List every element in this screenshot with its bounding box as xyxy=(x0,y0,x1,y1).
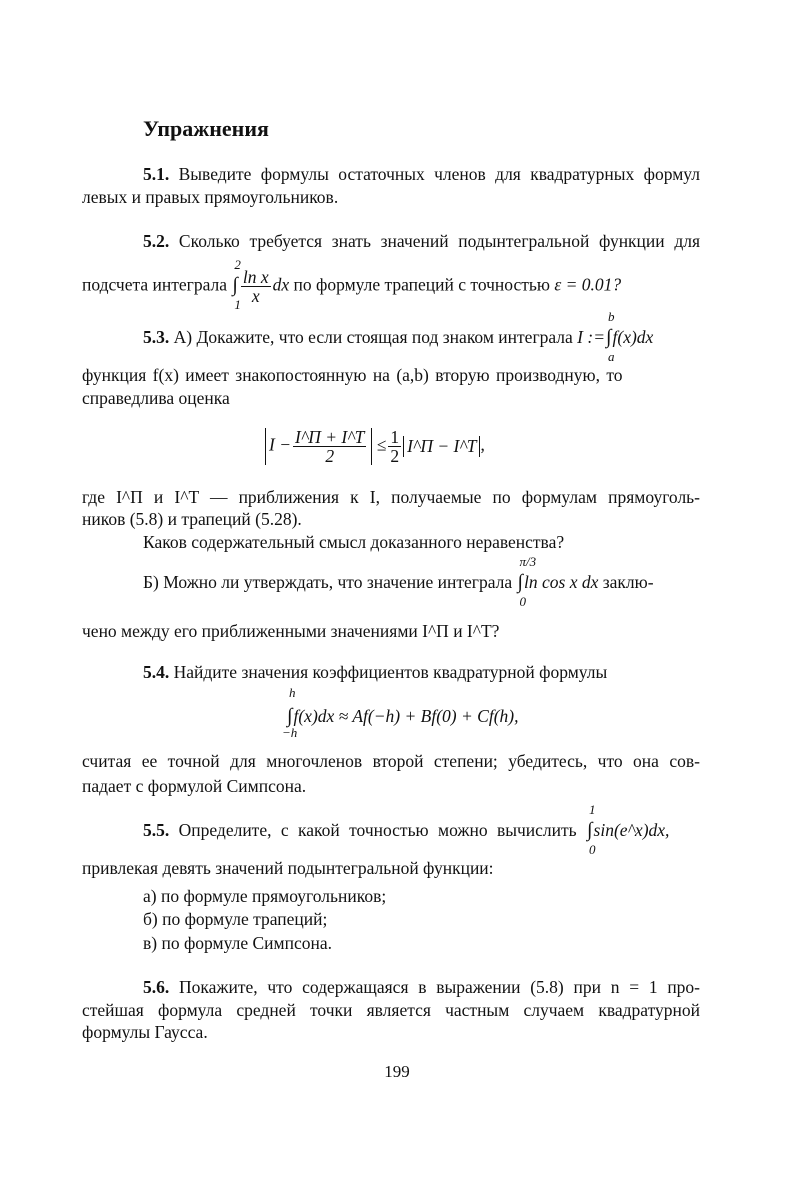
numerator: I^П + I^T xyxy=(295,427,365,447)
ex51-text: Выведите формулы остаточных членов для квадратурных формул xyxy=(178,164,700,184)
ex53-line1 xyxy=(143,309,700,364)
upper-limit: b xyxy=(608,309,615,324)
ex54-line3: падает с формулой Симпсона. xyxy=(82,776,307,796)
ex53-line5: ников (5.8) и трапеций (5.28). xyxy=(82,509,302,529)
upper-limit: π/3 xyxy=(519,554,537,569)
list-item: в) по формуле Симпсона. xyxy=(143,933,332,953)
integrand: f(x)dx xyxy=(612,327,654,347)
upper-limit: h xyxy=(289,685,296,700)
lower-limit: −h xyxy=(282,725,298,740)
list-item: б) по формуле трапеций; xyxy=(143,909,328,929)
upper-limit: 1 xyxy=(589,802,596,817)
fraction xyxy=(241,268,271,305)
integral-sign: ∫ 1 0 xyxy=(586,819,593,841)
page-number: 199 xyxy=(384,1062,410,1081)
ex54-text: Найдите значения коэффициентов квадратурной формулы xyxy=(173,662,608,682)
ex54-number: 5.4. xyxy=(143,662,170,682)
I: I − xyxy=(269,434,292,455)
ex52-line2 xyxy=(82,256,700,312)
lower-limit: a xyxy=(608,349,615,364)
integral-sign: ∫ π/3 0 xyxy=(517,571,524,593)
integrand: ln cos x dx xyxy=(524,572,599,592)
numerator: ln x xyxy=(242,267,269,287)
ex53-line6: Каков содержательный смысл доказанного неравенства? xyxy=(143,532,565,552)
ex56-line3: формулы Гаусса. xyxy=(82,1022,208,1042)
ex53-line8: чено между его приближенными значениями I^П и I^T? xyxy=(82,621,500,641)
ex53-line7 xyxy=(143,554,700,609)
ex54-line2: считая ее точной для многочленов второй степени; убедитесь, что она сов- xyxy=(82,751,700,771)
lower-limit: 0 xyxy=(589,842,596,857)
integral-sign: ∫ 2 1 xyxy=(231,274,238,296)
le-sign: ≤ xyxy=(376,434,387,455)
abs-left xyxy=(265,428,372,465)
ex56-line2: стейшая формула средней точки является частным случаем квадратурной xyxy=(82,1000,700,1020)
ex55-line1 xyxy=(143,802,700,857)
formula-body: f(x)dx ≈ Af(−h) + Bf(0) + Cf(h), xyxy=(293,706,519,726)
inequality-formula xyxy=(265,428,485,465)
ex51-number: 5.1. xyxy=(143,164,170,184)
ex54-line1 xyxy=(143,661,700,683)
ex51-line2: левых и правых прямоугольников. xyxy=(82,187,339,207)
ex52-text3: по формуле трапеций с точностью xyxy=(293,274,550,295)
ex53-number: 5.3. xyxy=(143,327,170,347)
numerator: 1 xyxy=(390,427,400,447)
ex56-number: 5.6. xyxy=(143,977,170,997)
I-def: I := xyxy=(577,327,606,347)
integral-sign: ∫ b a xyxy=(605,326,612,348)
denominator: 2 xyxy=(325,446,335,466)
list-item: а) по формуле прямоугольников; xyxy=(143,886,387,906)
denominator: 2 xyxy=(390,446,400,466)
ex52-line1 xyxy=(143,230,700,252)
hyphen-word: заклю- xyxy=(602,572,654,592)
ex53-line4: где I^П и I^T — приближения к I, получаемые по формулам прямоуголь- xyxy=(82,487,700,507)
ex56-line1 xyxy=(143,976,700,998)
ex55-line2: привлекая девять значений подынтегральной функции: xyxy=(82,858,494,878)
abs-right: I^П − I^T xyxy=(403,436,480,457)
ex52-text: Сколько требуется знать значений подынтегральной функции для xyxy=(178,231,701,251)
ex53-part-b: Б) Можно ли утверждать, что значение интеграла xyxy=(143,572,513,592)
lower-limit: 1 xyxy=(234,296,241,312)
upper-limit: 2 xyxy=(234,256,241,272)
section-title: Упражнения xyxy=(143,116,269,141)
integrand: sin(e^x)dx, xyxy=(593,820,670,840)
ex51-line1 xyxy=(143,163,700,185)
denominator: x xyxy=(251,286,260,306)
comma: , xyxy=(480,434,485,455)
half xyxy=(388,428,401,465)
lower-limit: 0 xyxy=(519,594,527,609)
ex53-text: А) Докажите, что если стоящая под знаком интеграла xyxy=(173,327,573,347)
ex52-text2: подсчета интеграла xyxy=(82,274,227,295)
fraction xyxy=(293,428,366,465)
ex55-number: 5.5. xyxy=(143,820,170,840)
ex56-text: Покажите, что содержащаяся в выражении (5.8) при n = 1 про- xyxy=(179,977,701,997)
ex53-line2: функция f(x) имеет знакопостоянную на (a,b) вторую производную, то xyxy=(82,365,623,385)
ex53-line3: справедлива оценка xyxy=(82,388,230,408)
ex52-number: 5.2. xyxy=(143,231,170,251)
ex55-text: Определите, с какой точностью можно вычислить xyxy=(178,820,577,840)
dx: dx xyxy=(272,274,290,295)
integral-sign: ∫ h −h xyxy=(282,685,298,740)
quadrature-formula xyxy=(282,685,519,740)
epsilon: ε = 0.01? xyxy=(554,274,622,295)
